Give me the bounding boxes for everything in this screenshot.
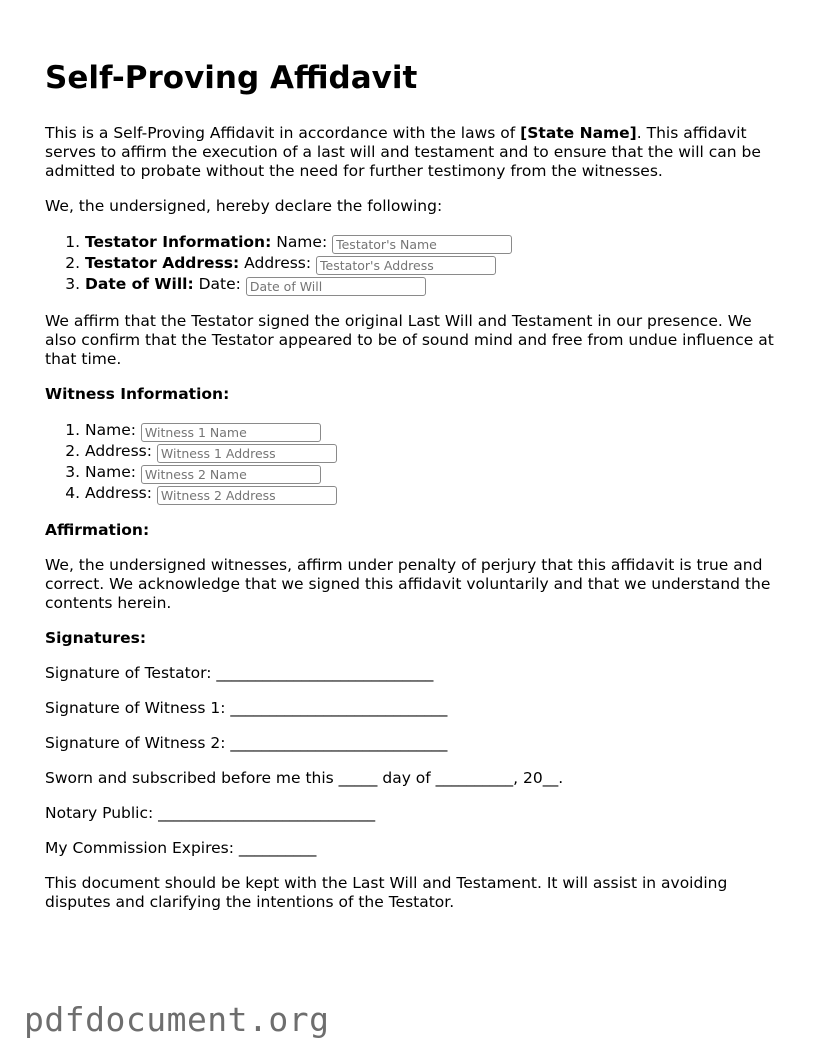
- witness-2-name-input[interactable]: [141, 465, 321, 484]
- state-name: [State Name]: [520, 124, 637, 142]
- intro-before: This is a Self-Proving Affidavit in accordance with the laws of: [45, 124, 521, 142]
- witness-2-signature-line: Signature of Witness 2: ____________________________: [45, 734, 448, 752]
- affirmation-heading: Affirmation:: [45, 521, 150, 539]
- list-item: [85, 232, 780, 253]
- signatures-heading: Signatures:: [45, 629, 147, 647]
- document-page: [45, 58, 780, 928]
- list-item: [85, 253, 780, 274]
- witness-1-name-input[interactable]: [141, 423, 321, 442]
- list-item: [85, 274, 780, 295]
- page-title: Self-Proving Affidavit: [45, 60, 418, 96]
- testator-address-input[interactable]: [316, 256, 496, 275]
- field-label: Address:: [85, 484, 152, 502]
- list-item: [85, 483, 780, 504]
- affirm-paragraph: We affirm that the Testator signed the original Last Will and Testament in our presence. We also confirm that the Testator appeared to be of sound mind and free from undue influence at that time.: [45, 312, 774, 368]
- date-of-will-label: Date of Will:: [85, 275, 194, 293]
- closing-paragraph: This document should be kept with the Last Will and Testament. It will assist in avoiding disputes and clarifying the intentions of the Testator.: [45, 874, 728, 911]
- list-item: [85, 420, 780, 441]
- date-of-will-input[interactable]: [246, 277, 426, 296]
- watermark: pdfdocument.org: [24, 1000, 330, 1039]
- testator-info-label: Testator Information:: [85, 233, 272, 251]
- affirmation-paragraph: We, the undersigned witnesses, affirm under penalty of perjury that this affidavit is true and correct. We acknowledge that we signed this affidavit voluntarily and that we understand the contents herein.: [45, 556, 771, 612]
- witness-1-signature-line: Signature of Witness 1: ____________________________: [45, 699, 448, 717]
- testator-list: [45, 232, 780, 295]
- intro-after: . This affidavit serves to affirm the execution of a last will and testament and to ensure that the will can be admitted to probate without the need for further testimony from the witnesses.: [45, 124, 761, 180]
- notary-line: Notary Public: ____________________________: [45, 804, 376, 822]
- witness-1-address-input[interactable]: [157, 444, 337, 463]
- field-label: Name:: [85, 463, 136, 481]
- testator-signature-line: Signature of Testator: ____________________________: [45, 664, 434, 682]
- testator-address-label: Testator Address:: [85, 254, 240, 272]
- list-item: [85, 462, 780, 483]
- declare-text: We, the undersigned, hereby declare the following:: [45, 197, 443, 215]
- commission-line: My Commission Expires: __________: [45, 839, 317, 857]
- sworn-line: Sworn and subscribed before me this _____ day of __________, 20__.: [45, 769, 564, 787]
- list-item: [85, 441, 780, 462]
- intro-paragraph: [45, 124, 780, 181]
- field-label: Date:: [198, 275, 241, 293]
- witness-list: [45, 420, 780, 504]
- testator-name-input[interactable]: [332, 235, 512, 254]
- witness-2-address-input[interactable]: [157, 486, 337, 505]
- field-label: Name:: [276, 233, 328, 251]
- field-label: Address:: [85, 442, 152, 460]
- field-label: Address:: [244, 254, 312, 272]
- witness-heading: Witness Information:: [45, 385, 230, 403]
- field-label: Name:: [85, 421, 136, 439]
